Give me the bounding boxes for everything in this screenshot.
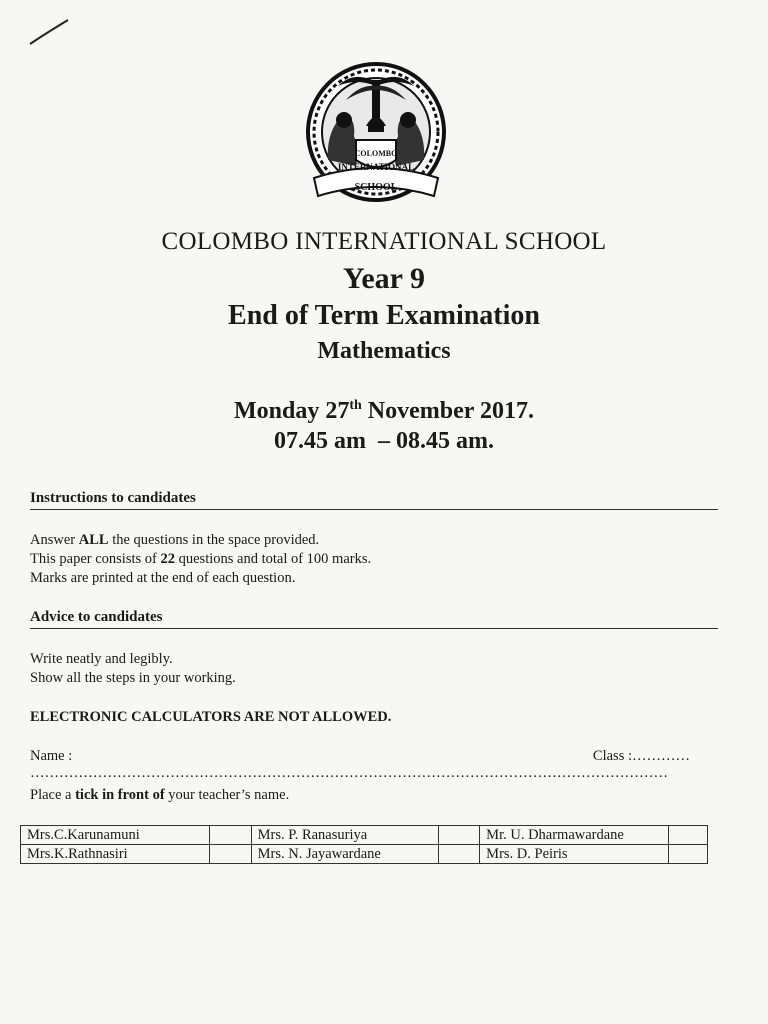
tick-text: Place a bbox=[30, 787, 76, 803]
teacher-name: Mrs. P. Ranasuriya bbox=[251, 826, 438, 845]
exam-date-ordinal: th bbox=[349, 398, 362, 413]
pen-stroke-mark bbox=[28, 18, 72, 48]
tick-emphasis: tick in front of bbox=[75, 787, 165, 803]
instruction-text: the questions in the space provided. bbox=[108, 532, 320, 548]
instruction-line bbox=[30, 531, 371, 550]
tick-box[interactable] bbox=[438, 826, 479, 845]
teacher-name: Mrs. D. Peiris bbox=[480, 845, 668, 864]
crest-lettering-bottom: SCHOOL bbox=[354, 182, 398, 193]
advice-line: Write neatly and legibly. bbox=[30, 651, 173, 667]
instruction-text: This paper consists of bbox=[30, 551, 161, 567]
table-row bbox=[21, 845, 708, 864]
teacher-name: Mrs.K.Rathnasiri bbox=[21, 845, 210, 864]
year-title: Year 9 bbox=[343, 262, 425, 295]
school-crest-logo bbox=[304, 56, 448, 216]
instruction-line bbox=[30, 550, 371, 569]
instructions-heading: Instructions to candidates bbox=[30, 490, 718, 510]
subject-title: Mathematics bbox=[317, 338, 451, 364]
exam-time: 07.45 am – 08.45 am. bbox=[274, 428, 494, 454]
teacher-selection-table bbox=[20, 825, 708, 864]
instruction-emphasis: 22 bbox=[160, 551, 175, 567]
teacher-name: Mr. U. Dharmawardane bbox=[480, 826, 668, 845]
tick-instruction bbox=[30, 787, 289, 804]
crest-lettering-middle: INTERNATIONAL bbox=[337, 162, 415, 172]
candidate-info-row bbox=[30, 748, 690, 782]
class-field[interactable]: Class :………… bbox=[592, 748, 690, 764]
tick-box[interactable] bbox=[668, 845, 707, 864]
exam-title: End of Term Examination bbox=[228, 300, 540, 331]
tick-box[interactable] bbox=[668, 826, 707, 845]
advice-line: Show all the steps in your working. bbox=[30, 670, 236, 686]
crest-lettering-top: COLOMBO bbox=[354, 149, 398, 158]
exam-date-suffix: November 2017. bbox=[361, 398, 534, 424]
instruction-line: Marks are printed at the end of each question. bbox=[30, 570, 296, 586]
instruction-emphasis: ALL bbox=[78, 532, 109, 548]
advice-list bbox=[30, 650, 236, 688]
teacher-name: Mrs. N. Jayawardane bbox=[251, 845, 438, 864]
name-field[interactable]: Name : …………………………………………………………………………………………………………………… bbox=[30, 748, 668, 781]
tick-text: your teacher’s name. bbox=[164, 787, 290, 803]
tick-box[interactable] bbox=[210, 826, 251, 845]
exam-date bbox=[0, 398, 768, 425]
tick-box[interactable] bbox=[210, 845, 251, 864]
exam-date-prefix: Monday 27 bbox=[233, 398, 350, 424]
instruction-text: Answer bbox=[30, 532, 79, 548]
calculator-warning: ELECTRONIC CALCULATORS ARE NOT ALLOWED. bbox=[30, 709, 392, 725]
school-name: COLOMBO INTERNATIONAL SCHOOL bbox=[161, 228, 607, 255]
table-row bbox=[21, 826, 708, 845]
tick-box[interactable] bbox=[438, 845, 479, 864]
instruction-text: questions and total of 100 marks. bbox=[174, 551, 372, 567]
instructions-list bbox=[30, 531, 371, 588]
teacher-name: Mrs.C.Karunamuni bbox=[21, 826, 210, 845]
advice-heading: Advice to candidates bbox=[30, 609, 718, 629]
